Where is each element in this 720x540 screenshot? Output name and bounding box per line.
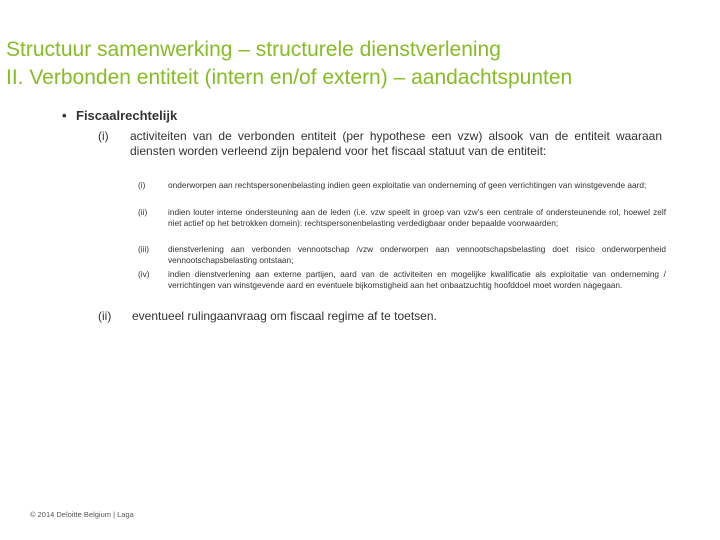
list-item-text: activiteiten van de verbonden entiteit (per hypothese een vzw) alsook van de entiteit waaraan diensten worden verleend zijn bepalend voor het fiscaal statuut van de entiteit: (130, 129, 662, 158)
sub-item-text: indien louter interne ondersteuning aan de leden (i.e. vzw speelt in groep van vzw's een centrale of ondersteunende rol, hoewel zelf niet actief op het betrokken domein): rechtspersonenbelasting verdedigbaar onder bepaalde voorwaarden; (168, 207, 666, 228)
sub-item-number: (i) (138, 180, 146, 190)
title-line-2: II. Verbonden entiteit (intern en/of extern) – aandachtspunten (6, 66, 573, 89)
list-item (98, 129, 678, 179)
sub-item-text: dienstverlening aan verbonden vennootschap /vzw onderworpen aan vennootschapsbelasting doet risico onderworpenheid vennootschapsbelasting ontstaan; (168, 244, 666, 265)
section-heading (62, 108, 177, 123)
footer-copyright: © 2014 Deloitte Belgium | Laga (30, 510, 134, 519)
list-item (98, 309, 678, 327)
sub-item-number: (iii) (138, 244, 150, 254)
slide-title (6, 36, 718, 92)
bullet-dot: • (62, 108, 67, 123)
section-heading-text: Fiscaalrechtelijk (76, 108, 178, 123)
list-item-text: eventueel rulingaanvraag om fiscaal regime af te toetsen. (132, 309, 437, 323)
sub-item-text: indien dienstverlening aan externe partijen, aard van de activiteiten en mogelijke kwalificatie als exploitatie van onderneming / verrichtingen van winstgevende aard en eventuele bijkomstigheid aan het onbaatzuchtig hoofddoel moet worden nagegaan. (168, 269, 666, 290)
sub-item-text: onderworpen aan rechtspersonenbelasting indien geen exploitatie van onderneming of geen verrichtingen van winstgevende aard; (168, 180, 647, 190)
sub-item-number: (ii) (138, 207, 148, 217)
sub-item-number: (iv) (138, 269, 150, 279)
list-item-number: (i) (98, 129, 109, 143)
list-item-number: (ii) (98, 309, 112, 323)
title-line-1: Structuur samenwerking – structurele dienstverlening (6, 38, 501, 61)
